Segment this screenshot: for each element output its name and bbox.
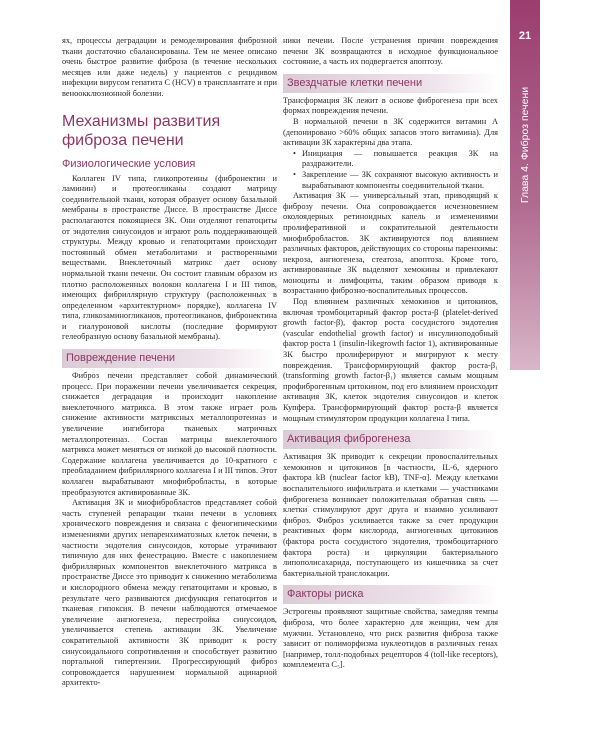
paragraph-continuation: ники печени. После устранения причин повреждения печени ЗК возвращаются в исходное функциональное состояние, а часть их подвергается апоптозу. — [283, 36, 498, 67]
list-item — [293, 170, 498, 191]
list-item — [293, 149, 498, 170]
bullet-mark: • — [293, 148, 296, 158]
chapter-side-tab — [510, 0, 540, 370]
activation-stages-list — [283, 149, 498, 191]
list-item-text: Инициация — повышается реакция ЗК на раздражители. — [302, 148, 498, 169]
paragraph-physiological: Коллаген IV типа, гликопротеины (фибронектин и ламинин) и протеогликаны создают матрицу соединительной ткани, которая образует основу базальной мембраны в пространстве Диссе. В пространстве Диссе располагаются покоящиеся ЗК. Они отделяют гепатоциты от эндотелия синусоидов и играют роль поддерживающей структуры. Между кровью и гепатоцитами происходит постоянный обмен метаболитами и растворенными веществами. Внеклеточный матрикс дает основу нормальной ткани печени. Он состоит главным образом из плотно расположенных волокон коллагена I и III типов, имеющих фибриллярную структуру (расположенных в определенном «архитектурном» порядке), коллагена IV типа, гликозаминогликанов, протеогликанов, фибронектина и гиалуроновой кислоты (последние формируют гелеобразную основу базальной мембраны). — [62, 173, 277, 342]
subheading-stellate-cells: Звездчатые клетки печени — [283, 74, 498, 93]
paragraph-fibrogenesis: Активация ЗК приводит к секреции провоспалительных хемокинов и цитокинов [в частности, IL-6, ядерного фактора kB (nuclear factor kB), TNF-α]. Между клетками воспалительного инфильтрата и клетками — участниками фиброгенеза возникает положительная обратная связь — клетки стимулируют друг друга и взаимно усиливают фиброз. Фиброз усиливается также за счет продукции реактивных форм кислорода, ангиогенных цитокинов (фактора роста сосудистого эндотелия, тромбоцитарного фактора роста) и циркуляции бактериального липополисахарида, поступающего из кишечника за счет бактериальной транслокации. — [283, 452, 498, 578]
paragraph-stellate-4: Под влиянием различных хемокинов и цитокинов, включая тромбоцитарный фактор роста-β (platelet-derived growth factor-β), фактор роста сосудистого эндотелия (vascular endothelial growth factor) и инсулиноподобный фактор роста 1 (insulin-likegrowth factor 1), активированные ЗК быстро пролиферируют и мигрируют к месту повреждения. Трансформирующий фактор роста-β₁ (transforming growth factor-β₁) является самым мощным профиброгенным цитокином, под его влиянием происходит активация ЗК, клеток эндотелия синусоидов и клеток Купфера. Трансформирующий фактор роста-β является мощным стимулятором продукции коллагена I типа. — [283, 297, 498, 423]
paragraph-risk-factors: Эстрогены проявляют защитные свойства, замедляя темпы фиброза, что более характерно для женщин, чем для мужчин. Установлено, что риск развития фиброза также зависит от полиморфизма нуклеотидов в различных генах [например, толл-подобных рецепторов 4 (toll-like receptors), комплемента C₅]. — [283, 607, 498, 670]
paragraph-stellate-1: Трансформация ЗК лежит в основе фиброгенеза при всех формах повреждения печени. — [283, 95, 498, 116]
paragraph-damage-2: Активация ЗК и миофибробластов представляет собой часть ступеней репарации ткани печени в условиях хронического повреждения и связана с феногипическими изменениями других непаренхиматозных клеток печени, в частности эндотелия синусоидов, которые утрачивают типичную для них фенестрацию. Вместе с накоплением фибриллярных компонентов внеклеточного матрикса в пространстве Диссе это приводит к снижению метаболизма и кислородного обмена между гепатоцитами и кровью, в результате чего развиваются дисфункция гепатоцитов и тканевая гипоксия. В печени наблюдаются отмечаемое увеличение ангиогенеза, перестройка синусоидов, увеличивается степень активации ЗК. Увеличение сократительной активности ЗК приводит к росту синусоидального сопротивления и способствует развитию портальной гипертензии. Прогрессирующий фиброз сопровождается нарушением нормальной ацинарной архитекто- — [62, 498, 277, 688]
section-heading-mechanisms: Механизмы развития фиброза печени — [62, 112, 221, 149]
paragraph-stellate-2: В нормальной печени в ЗК содержится витамин А (депонировано >60% общих запасов этого витамина). Для активации ЗК характерны два этапа. — [283, 116, 498, 148]
list-item-text: Закрепление — ЗК сохраняют высокую активность и вырабатывают компоненты соединительной ткани. — [302, 169, 498, 190]
subheading-fibrogenesis: Активация фиброгенеза — [283, 430, 498, 449]
left-column — [62, 36, 277, 689]
page-number: 21 — [518, 30, 532, 42]
bullet-mark: • — [293, 169, 296, 179]
right-column — [283, 36, 498, 671]
paragraph-intro: ях, процессы деградации и ремоделирования фиброзной ткани достаточно сбалансированы. Тем не менее описано очень быстрое развитие фиброза (в течение нескольких месяцев или даже недель) у пациентов с рецидивом инфекции вирусом гепатита С (HCV) в трансплантате и при веноокклюзионной болезни. — [62, 36, 277, 98]
subheading-risk-factors: Факторы риска — [283, 585, 498, 604]
chapter-running-title: Глава 4. Фиброз печени — [519, 86, 531, 204]
subheading-physiological: Физиологические условия — [62, 157, 196, 170]
subheading-liver-damage: Повреждение печени — [62, 349, 277, 368]
paragraph-damage-1: Фиброз печени представляет собой динамический процесс. При поражении печени увеличивается секреция, снижается деградация и происходит накопление внеклеточного матрикса. В этом также играет роль снижение активности матриксных металлопротеиназ и увеличение ингибитора тканевых матричных металлопротеиназ. Состав матрицы внеклеточного матрикса может меняться от низкой до высокой плотности. Содержание коллагена увеличивается до 10-кратного с преобладанием фибриллярного коллагена I и III типов. Этот коллаген вырабатывают миофибробласты, в которые преобразуются активированные ЗК. — [62, 371, 277, 497]
paragraph-stellate-3: Активация ЗК — универсальный этап, приводящий к фиброзу печени. Она сопровождается исчезновением околоядерных ретиноидных капель и изменениями пролиферативной и сократительной деятельности миофибробластов. ЗК активируются под влиянием различных факторов, действующих со стороны паренхимы: некроза, ангиогенеза, стеатоза, апоптоза. Кроме того, активированные ЗК выделяют хемокины и привлекают моноциты и лимфоциты, таким образом приводя к возрастанию фиброзно-воспалительных процессов. — [283, 191, 498, 296]
